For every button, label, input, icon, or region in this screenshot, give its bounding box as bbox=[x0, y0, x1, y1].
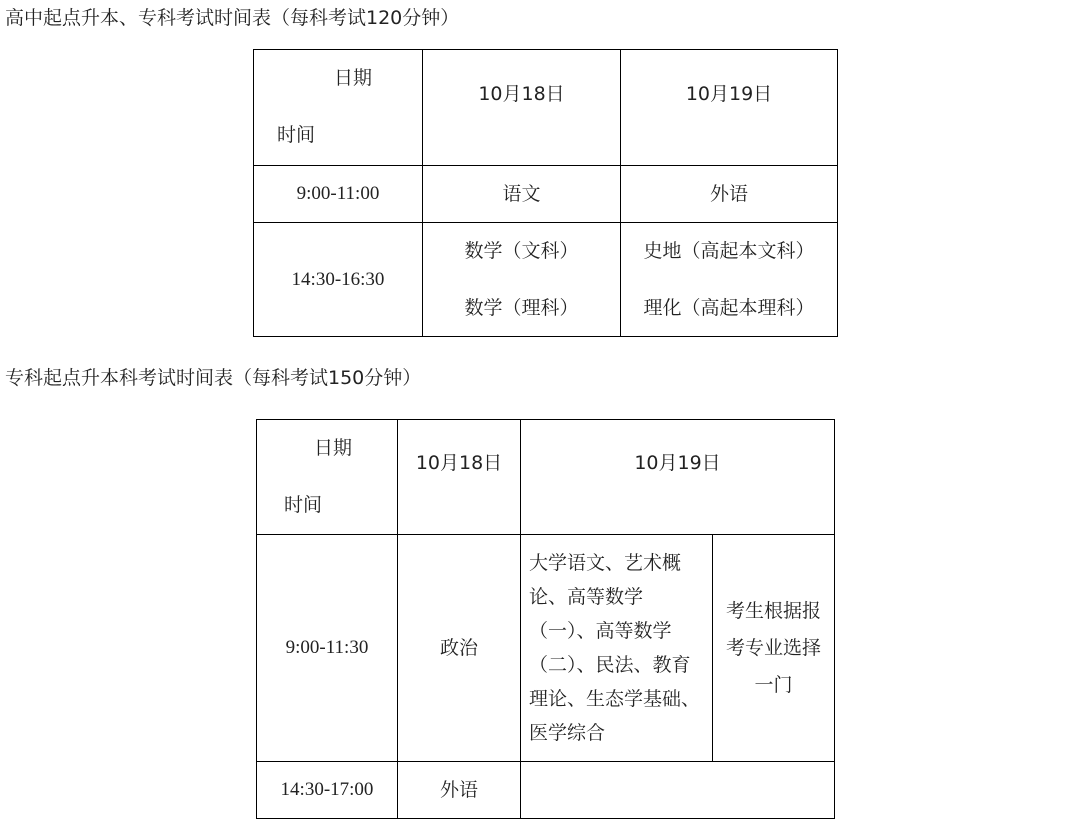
empty-cell bbox=[521, 762, 835, 819]
subject-cell bbox=[423, 223, 621, 337]
note-cell: 考生根据报考专业选择一门 bbox=[713, 535, 835, 762]
table-header-row bbox=[254, 50, 838, 166]
table-row bbox=[254, 166, 838, 223]
subject-line: 史地（高起本文科） bbox=[643, 240, 815, 262]
table-row bbox=[254, 223, 838, 337]
header-day2: 10月19日 bbox=[521, 420, 835, 535]
header-time-label: 时间 bbox=[277, 124, 316, 146]
header-day1: 10月18日 bbox=[398, 420, 521, 535]
schedule-table-1 bbox=[253, 49, 838, 337]
time-cell: 14:30-17:00 bbox=[257, 762, 398, 819]
table-row bbox=[257, 762, 835, 819]
header-day1: 10月18日 bbox=[423, 50, 621, 166]
schedule-table-2 bbox=[256, 419, 835, 819]
subject-line: 数学（理科） bbox=[464, 297, 579, 319]
subject-cell: 外语 bbox=[398, 762, 521, 819]
subject-cell: 外语 bbox=[621, 166, 838, 223]
header-date-label: 日期 bbox=[314, 437, 353, 459]
subject-cell: 政治 bbox=[398, 535, 521, 762]
header-date-label: 日期 bbox=[334, 67, 373, 89]
time-cell: 9:00-11:00 bbox=[254, 166, 423, 223]
table-header-row bbox=[257, 420, 835, 535]
subject-cell: 语文 bbox=[423, 166, 621, 223]
table1-title: 高中起点升本、专科考试时间表（每科考试120分钟） bbox=[5, 7, 460, 29]
table-row bbox=[257, 535, 835, 762]
header-day2: 10月19日 bbox=[621, 50, 838, 166]
header-corner-cell bbox=[254, 50, 423, 166]
subject-cell bbox=[621, 223, 838, 337]
time-cell: 9:00-11:30 bbox=[257, 535, 398, 762]
table2-title: 专科起点升本科考试时间表（每科考试150分钟） bbox=[5, 367, 422, 389]
subject-line: 理化（高起本理科） bbox=[643, 297, 815, 319]
subject-list-cell: 大学语文、艺术概论、高等数学（一）、高等数学（二）、民法、教育理论、生态学基础、医学综合 bbox=[521, 535, 713, 762]
header-time-label: 时间 bbox=[284, 494, 323, 516]
header-corner-cell bbox=[257, 420, 398, 535]
subject-line: 数学（文科） bbox=[464, 240, 579, 262]
time-cell: 14:30-16:30 bbox=[254, 223, 423, 337]
